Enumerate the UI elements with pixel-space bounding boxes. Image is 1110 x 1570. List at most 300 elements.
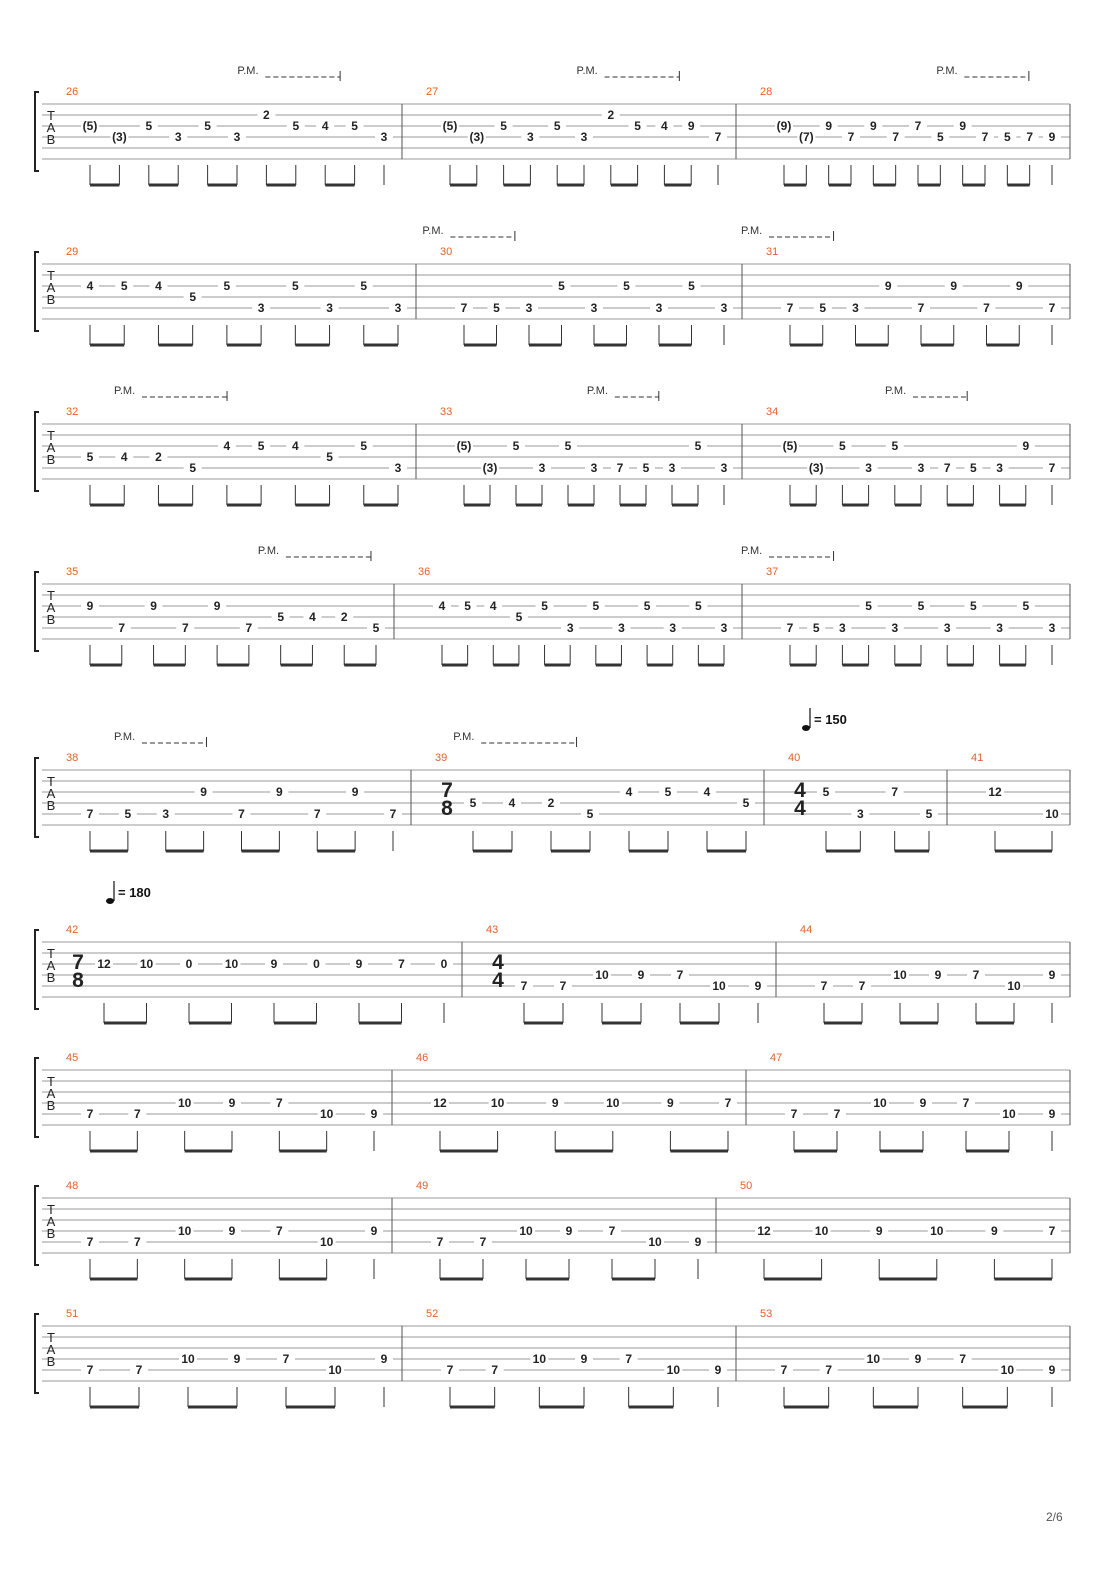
fret-number: 4 — [223, 439, 231, 453]
fret-number: 9 — [1048, 1363, 1056, 1377]
palm-mute-label: P.M. — [113, 385, 136, 397]
fret-number: 7 — [118, 621, 126, 635]
system-bracket — [35, 758, 39, 837]
fret-number: 9 — [1015, 279, 1023, 293]
fret-number: 10 — [224, 957, 239, 971]
fret-number: 5 — [120, 279, 128, 293]
fret-number: 3 — [174, 130, 182, 144]
fret-number: 7 — [858, 979, 866, 993]
fret-number: 5 — [564, 439, 572, 453]
fret-number: 7 — [275, 1096, 283, 1110]
fret-number: 7 — [891, 785, 899, 799]
fret-number: 10 — [1000, 1363, 1015, 1377]
fret-number: 10 — [319, 1107, 334, 1121]
fret-number: 10 — [666, 1363, 681, 1377]
measure-number: 49 — [416, 1180, 429, 1192]
measure-number: 46 — [416, 1052, 429, 1064]
fret-number: 5 — [839, 439, 846, 453]
measure-number: 44 — [800, 924, 813, 936]
fret-number: (5) — [82, 119, 98, 133]
system-bracket — [35, 572, 39, 651]
fret-number: 7 — [460, 301, 468, 315]
time-signature-bottom: 8 — [441, 797, 453, 820]
fret-number: 10 — [177, 1096, 192, 1110]
fret-number: 5 — [643, 599, 651, 613]
fret-number: 9 — [565, 1224, 573, 1238]
fret-number: 0 — [185, 957, 193, 971]
measure-number: 27 — [426, 86, 439, 98]
fret-number: 10 — [1045, 807, 1059, 821]
fret-number: 7 — [820, 979, 828, 993]
measure-number: 38 — [66, 752, 79, 764]
fret-number: 7 — [1026, 130, 1034, 144]
fret-number: 12 — [433, 1096, 447, 1110]
fret-number: 9 — [551, 1096, 559, 1110]
fret-number: 2 — [547, 796, 555, 810]
fret-number: 5 — [124, 807, 132, 821]
fret-number: (5) — [782, 439, 798, 453]
time-signature-top: 4 — [794, 779, 806, 802]
fret-number: 5 — [223, 279, 231, 293]
palm-mute-label: P.M. — [884, 385, 907, 397]
tab-clef-letter: A — [46, 280, 56, 295]
fret-number: 9 — [150, 599, 157, 613]
tab-clef-letter: T — [47, 774, 55, 789]
fret-number: 5 — [360, 439, 368, 453]
fret-number: 3 — [162, 807, 170, 821]
fret-number: 10 — [519, 1224, 533, 1238]
fret-number: 10 — [328, 1363, 342, 1377]
fret-number: 7 — [790, 1107, 798, 1121]
fret-number: (5) — [442, 119, 458, 133]
fret-number: 9 — [1022, 439, 1030, 453]
fret-number: 5 — [558, 279, 565, 293]
time-signature-bottom: 4 — [492, 969, 504, 992]
system-bracket — [35, 92, 39, 171]
fret-number: 4 — [438, 599, 446, 613]
fret-number: 5 — [1003, 130, 1011, 144]
fret-number: 7 — [86, 1363, 94, 1377]
fret-number: 9 — [714, 1363, 722, 1377]
fret-number: 4 — [703, 785, 711, 799]
system-bracket — [35, 1058, 39, 1137]
fret-number: (3) — [808, 461, 824, 475]
palm-mute-label: P.M. — [422, 225, 444, 237]
fret-number: 10 — [1007, 979, 1021, 993]
measure-number: 26 — [66, 86, 79, 98]
fret-number: 9 — [228, 1224, 236, 1238]
fret-number: 4 — [86, 279, 94, 293]
fret-number: 9 — [875, 1224, 883, 1238]
fret-number: 12 — [988, 785, 1002, 799]
system-bracket — [35, 930, 39, 1009]
fret-number: 10 — [648, 1235, 662, 1249]
fret-number: 3 — [538, 461, 546, 475]
fret-number: 9 — [213, 599, 221, 613]
fret-number: 10 — [181, 1352, 195, 1366]
fret-number: 9 — [270, 957, 278, 971]
fret-number: 5 — [812, 621, 820, 635]
fret-number: 7 — [446, 1363, 454, 1377]
measure-number: 31 — [766, 246, 779, 258]
fret-number: 9 — [233, 1352, 241, 1366]
fret-number: 9 — [754, 979, 762, 993]
fret-number: 3 — [720, 461, 728, 475]
measure-number: 52 — [426, 1308, 439, 1320]
fret-number: 9 — [1048, 968, 1056, 982]
fret-number: 7 — [786, 621, 794, 635]
tab-system — [35, 1308, 1070, 1407]
fret-number: 7 — [135, 1363, 143, 1377]
page-number: 2/6 — [1046, 1510, 1063, 1524]
fret-number: 3 — [580, 130, 588, 144]
fret-number: (5) — [456, 439, 472, 453]
fret-number: 5 — [925, 807, 933, 821]
fret-number: 9 — [370, 1107, 378, 1121]
fret-number: 10 — [319, 1235, 334, 1249]
palm-mute-label: P.M. — [576, 65, 598, 77]
fret-number: 0 — [440, 957, 448, 971]
fret-number: 3 — [326, 301, 333, 315]
tab-clef-letter: T — [47, 268, 55, 283]
fret-number: 2 — [263, 108, 270, 122]
fret-number: 3 — [943, 621, 951, 635]
fret-number: 7 — [86, 807, 94, 821]
tab-clef-letter: A — [46, 958, 56, 973]
fret-number: 2 — [340, 610, 348, 624]
tab-clef-letter: T — [47, 428, 55, 443]
fret-number: 7 — [245, 621, 253, 635]
tab-clef-letter: A — [46, 120, 56, 135]
fret-number: 5 — [493, 301, 500, 315]
tab-clef-letter: A — [46, 1086, 56, 1101]
tab-system — [35, 924, 1070, 1023]
fret-number: 7 — [86, 1235, 94, 1249]
fret-number: 7 — [133, 1235, 141, 1249]
palm-mute-label: P.M. — [113, 731, 136, 743]
fret-number: 5 — [553, 119, 561, 133]
fret-number: 0 — [313, 957, 320, 971]
tab-clef-letter: B — [46, 970, 56, 985]
fret-number: 9 — [914, 1352, 922, 1366]
tab-clef-letter: T — [47, 588, 55, 603]
fret-number: 3 — [566, 621, 574, 635]
fret-number: 10 — [930, 1224, 944, 1238]
fret-number: 3 — [1048, 621, 1056, 635]
fret-number: 7 — [972, 968, 980, 982]
fret-number: 5 — [512, 439, 520, 453]
measure-number: 41 — [971, 752, 984, 764]
fret-number: 7 — [847, 130, 855, 144]
fret-number: 5 — [86, 450, 94, 464]
fret-number: 5 — [891, 439, 899, 453]
fret-number: 3 — [996, 461, 1003, 475]
fret-number: 7 — [86, 1107, 94, 1121]
tab-clef-letter: T — [47, 108, 55, 123]
fret-number: 9 — [351, 785, 359, 799]
tab-clef-letter: T — [47, 946, 55, 961]
tab-clef-letter: A — [46, 786, 56, 801]
fret-number: 5 — [865, 599, 872, 613]
fret-number: 7 — [275, 1224, 283, 1238]
fret-number: 7 — [389, 807, 397, 821]
fret-number: 3 — [865, 461, 872, 475]
fret-number: 7 — [917, 301, 925, 315]
fret-number: 5 — [586, 807, 594, 821]
fret-number: 12 — [757, 1224, 771, 1238]
fret-number: 5 — [642, 461, 650, 475]
fret-number: 9 — [869, 119, 877, 133]
fret-number: (3) — [112, 130, 127, 144]
fret-number: 3 — [720, 301, 728, 315]
palm-mute-label: P.M. — [741, 545, 763, 557]
fret-number: 5 — [822, 785, 830, 799]
fret-number: 9 — [355, 957, 363, 971]
fret-number: 4 — [625, 785, 633, 799]
fret-number: 3 — [394, 461, 402, 475]
system-bracket — [35, 252, 39, 331]
palm-mute-label: P.M. — [936, 65, 958, 77]
fret-number: 7 — [1048, 461, 1056, 475]
tab-system — [35, 1052, 1070, 1151]
fret-number: 4 — [155, 279, 162, 293]
fret-number: 5 — [360, 279, 368, 293]
fret-number: 5 — [204, 119, 211, 133]
fret-number: 4 — [321, 119, 329, 133]
time-signature-bottom: 4 — [794, 797, 806, 820]
fret-number: 5 — [292, 119, 300, 133]
fret-number: 7 — [983, 301, 990, 315]
fret-number: (9) — [776, 119, 792, 133]
fret-number: 9 — [667, 1096, 674, 1110]
measure-number: 32 — [66, 406, 79, 418]
fret-number: 5 — [145, 119, 153, 133]
fret-number: 7 — [479, 1235, 487, 1249]
fret-number: 7 — [676, 968, 684, 982]
tempo-value: = 150 — [814, 712, 847, 727]
fret-number: 3 — [669, 621, 677, 635]
fret-number: 7 — [1048, 301, 1056, 315]
fret-number: 5 — [970, 599, 977, 613]
fret-number: 7 — [959, 1352, 967, 1366]
fret-number: 10 — [139, 957, 154, 971]
tempo-value: = 180 — [118, 885, 151, 900]
fret-number: 7 — [1048, 1224, 1056, 1238]
fret-number: 10 — [532, 1352, 547, 1366]
fret-number: 9 — [687, 119, 695, 133]
tab-system — [35, 731, 1070, 851]
measure-number: 30 — [440, 246, 453, 258]
fret-number: 7 — [833, 1107, 841, 1121]
measure-number: 51 — [66, 1308, 79, 1320]
tab-clef-letter: A — [46, 600, 56, 615]
tab-system — [35, 65, 1070, 185]
fret-number: 10 — [814, 1224, 829, 1238]
fret-number: 3 — [527, 130, 534, 144]
quarter-note-icon — [106, 898, 114, 904]
fret-number: 3 — [525, 301, 533, 315]
fret-number: 10 — [606, 1096, 620, 1110]
fret-number: 5 — [592, 599, 600, 613]
fret-number: 9 — [884, 279, 892, 293]
fret-number: 3 — [917, 461, 925, 475]
fret-number: 3 — [655, 301, 663, 315]
fret-number: 5 — [291, 279, 299, 293]
fret-number: 9 — [919, 1096, 927, 1110]
fret-number: (3) — [482, 461, 498, 475]
measure-number: 36 — [418, 566, 431, 578]
quarter-note-icon — [802, 725, 810, 731]
fret-number: 9 — [825, 119, 833, 133]
fret-number: 5 — [189, 461, 197, 475]
fret-number: 7 — [436, 1235, 444, 1249]
tab-clef-letter: B — [46, 1226, 56, 1241]
palm-mute-label: P.M. — [257, 545, 280, 557]
fret-number: 5 — [819, 301, 827, 315]
tab-clef-letter: B — [46, 292, 56, 307]
fret-number: 9 — [228, 1096, 236, 1110]
fret-number: 9 — [370, 1224, 378, 1238]
fret-number: 7 — [181, 621, 189, 635]
measure-number: 29 — [66, 246, 79, 258]
fret-number: 5 — [469, 796, 477, 810]
fret-number: 5 — [970, 461, 977, 475]
fret-number: 4 — [120, 450, 128, 464]
fret-number: 5 — [515, 610, 523, 624]
fret-number: 4 — [661, 119, 668, 133]
measure-number: 48 — [66, 1180, 79, 1192]
measure-number: 39 — [435, 752, 448, 764]
fret-number: 7 — [786, 301, 794, 315]
fret-number: 7 — [616, 461, 624, 475]
tab-clef-letter: T — [47, 1202, 55, 1217]
fret-number: 5 — [1022, 599, 1030, 613]
fret-number: 10 — [893, 968, 907, 982]
fret-number: 7 — [943, 461, 951, 475]
fret-number: 9 — [276, 785, 283, 799]
measure-number: 35 — [66, 566, 79, 578]
fret-number: 5 — [500, 119, 507, 133]
fret-number: 3 — [380, 130, 388, 144]
tab-clef-letter: B — [46, 452, 56, 467]
fret-number: 5 — [742, 796, 750, 810]
fret-number: 7 — [625, 1352, 633, 1366]
time-signature-top: 7 — [72, 951, 84, 974]
fret-number: 3 — [891, 621, 899, 635]
fret-number: 7 — [892, 130, 900, 144]
measure-number: 34 — [766, 406, 779, 418]
time-signature-top: 7 — [441, 779, 453, 802]
fret-number: 2 — [155, 450, 162, 464]
tab-system — [35, 1180, 1070, 1279]
fret-number: 5 — [257, 439, 265, 453]
fret-number: 10 — [177, 1224, 192, 1238]
fret-number: 7 — [491, 1363, 499, 1377]
system-bracket — [35, 1186, 39, 1265]
fret-number: 3 — [618, 621, 625, 635]
fret-number: 9 — [950, 279, 958, 293]
tab-clef-letter: T — [47, 1074, 55, 1089]
fret-number: 7 — [724, 1096, 732, 1110]
tab-clef-letter: A — [46, 1342, 56, 1357]
tab-clef-letter: B — [46, 1098, 56, 1113]
fret-number: 5 — [351, 119, 358, 133]
tab-clef-letter: T — [47, 1330, 55, 1345]
fret-number: 5 — [372, 621, 380, 635]
fret-number: 3 — [233, 130, 241, 144]
fret-number: 5 — [464, 599, 471, 613]
tab-system — [35, 225, 1070, 345]
tab-clef-letter: B — [46, 132, 56, 147]
time-signature-top: 4 — [492, 951, 504, 974]
fret-number: 7 — [520, 979, 528, 993]
fret-number: 4 — [508, 796, 516, 810]
fret-number: 7 — [914, 119, 922, 133]
tab-clef-letter: A — [46, 1214, 56, 1229]
fret-number: 9 — [86, 599, 94, 613]
fret-number: 5 — [694, 439, 702, 453]
fret-number: 9 — [959, 119, 967, 133]
fret-number: 7 — [962, 1096, 970, 1110]
fret-number: 10 — [866, 1352, 881, 1366]
measure-number: 37 — [766, 566, 779, 578]
fret-number: 7 — [313, 807, 321, 821]
fret-number: 5 — [634, 119, 641, 133]
palm-mute-label: P.M. — [453, 731, 475, 743]
fret-number: 5 — [695, 599, 702, 613]
fret-number: 9 — [991, 1224, 998, 1238]
palm-mute-label: P.M. — [741, 225, 763, 237]
fret-number: 5 — [664, 785, 672, 799]
system-bracket — [35, 1314, 39, 1393]
fret-number: 7 — [398, 957, 405, 971]
fret-number: 9 — [200, 785, 207, 799]
fret-number: 9 — [380, 1352, 388, 1366]
time-signature-bottom: 8 — [72, 969, 84, 992]
tab-clef-letter: B — [46, 798, 56, 813]
fret-number: 3 — [668, 461, 676, 475]
measure-number: 40 — [788, 752, 801, 764]
fret-number: 5 — [917, 599, 925, 613]
fret-number: 7 — [559, 979, 567, 993]
fret-number: 10 — [490, 1096, 505, 1110]
fret-number: 4 — [309, 610, 316, 624]
tempo-mark — [802, 708, 847, 731]
fret-number: 5 — [541, 599, 548, 613]
fret-number: 3 — [839, 621, 846, 635]
tab-clef-letter: A — [46, 440, 56, 455]
measure-number: 42 — [66, 924, 79, 936]
measure-number: 53 — [760, 1308, 773, 1320]
measure-number: 50 — [740, 1180, 753, 1192]
fret-number: 7 — [133, 1107, 141, 1121]
fret-number: 12 — [97, 957, 111, 971]
fret-number: 9 — [934, 968, 942, 982]
fret-number: 5 — [936, 130, 944, 144]
fret-number: 3 — [394, 301, 402, 315]
tempo-mark — [106, 881, 151, 904]
fret-number: 3 — [996, 621, 1003, 635]
fret-number: 10 — [1002, 1107, 1016, 1121]
fret-number: 3 — [852, 301, 859, 315]
fret-number: 5 — [623, 279, 630, 293]
measure-number: 47 — [770, 1052, 783, 1064]
tab-clef-letter: B — [46, 1354, 56, 1369]
fret-number: 5 — [277, 610, 285, 624]
fret-number: 2 — [607, 108, 615, 122]
fret-number: 7 — [825, 1363, 833, 1377]
fret-number: 9 — [1048, 1107, 1056, 1121]
